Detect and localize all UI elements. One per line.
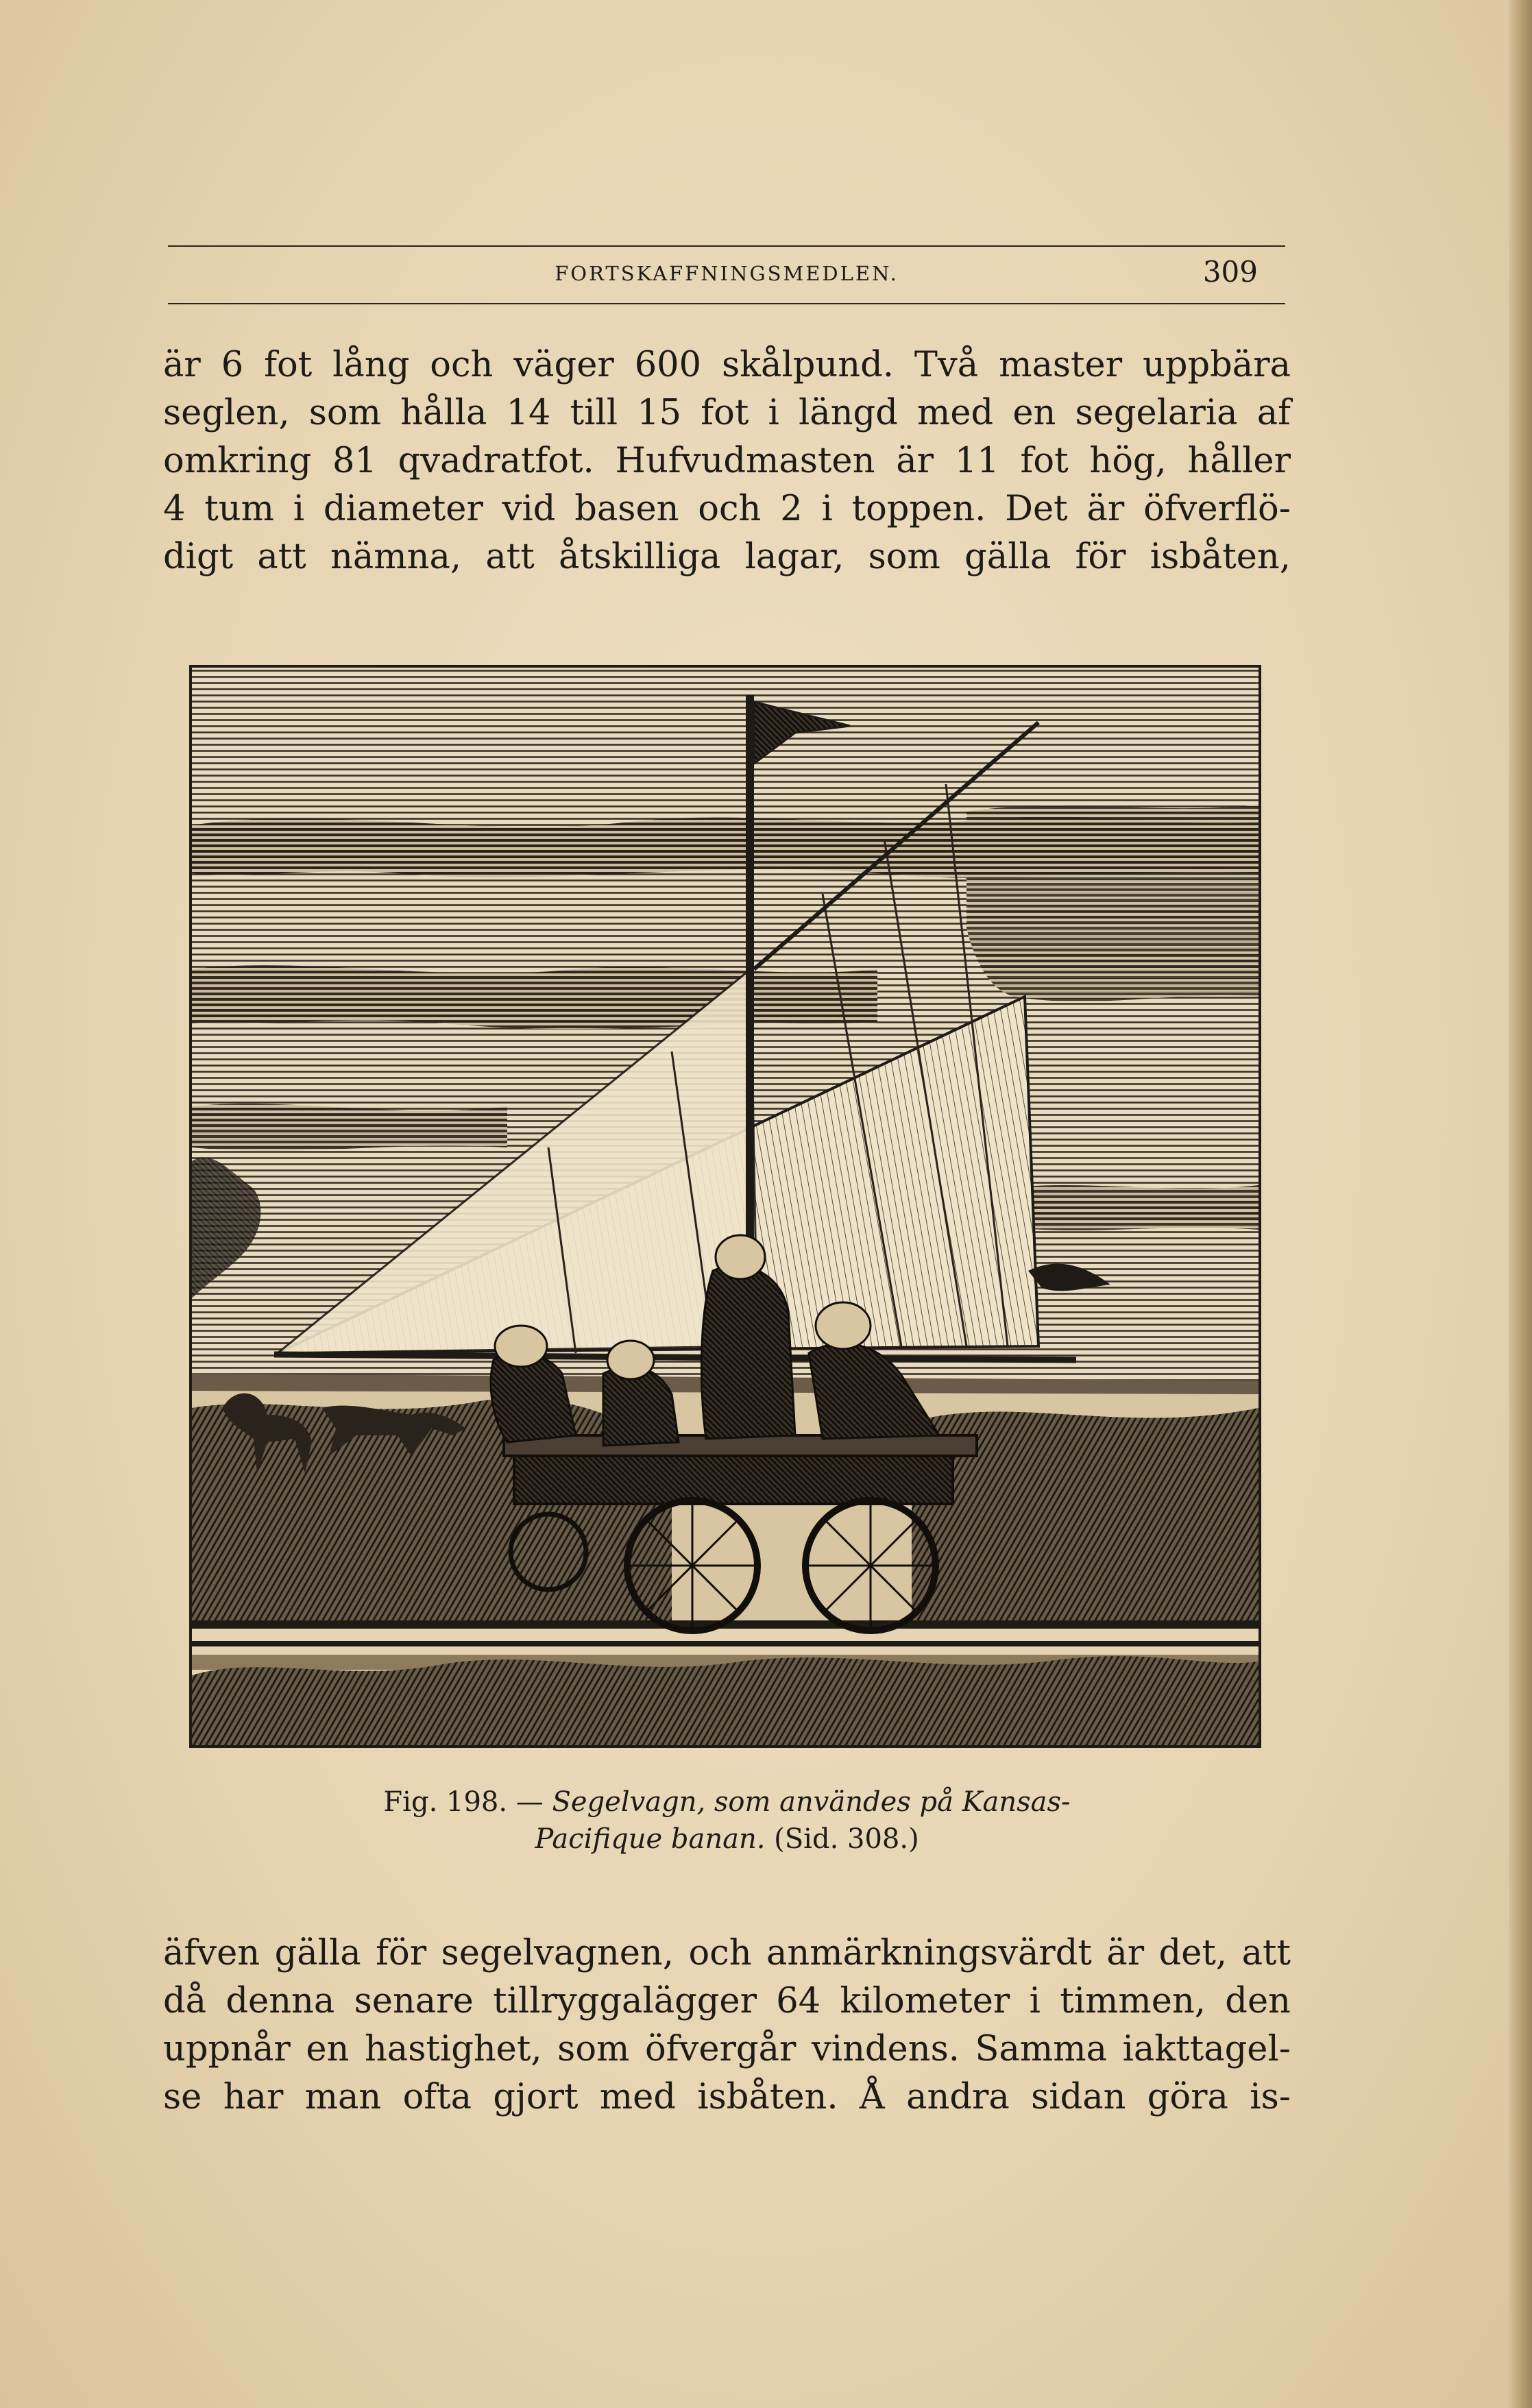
header-bottom-rule xyxy=(168,303,1285,304)
caption-line-2 xyxy=(163,1821,1291,1858)
text-line: äfven gälla för segelvagnen, och anmärkningsvärdt är det, att xyxy=(163,1933,1291,1973)
text-line: seglen, som hålla 14 till 15 fot i längd med en segelaria af xyxy=(163,393,1291,433)
body-paragraph-top xyxy=(163,341,1291,581)
header-top-rule xyxy=(168,245,1285,247)
page-number: 309 xyxy=(1202,255,1258,289)
caption-figure-number: Fig. 198. — xyxy=(383,1786,544,1818)
text-line: uppnår en hastighet, som öfvergår vindens. Samma iakttagel- xyxy=(163,2029,1291,2069)
text-line: då denna senare tillryggalägger 64 kilometer i timmen, den xyxy=(163,1981,1291,2021)
caption-title-part-2: Pacifique banan. xyxy=(535,1823,766,1855)
caption-title-part-1: Segelvagn, som användes på Kansas- xyxy=(552,1786,1071,1818)
text-line: 4 tum i diameter vid basen och 2 i toppen. Det är öfverflö- xyxy=(163,489,1291,529)
body-paragraph-bottom xyxy=(163,1930,1291,2121)
text-line: är 6 fot lång och väger 600 skålpund. Två master uppbära xyxy=(163,345,1291,385)
mast xyxy=(746,695,754,1326)
text-line: digt att nämna, att åtskilliga lagar, som gälla för isbåten, xyxy=(163,537,1291,577)
caption-line-1 xyxy=(163,1784,1291,1821)
page-edge-shadow xyxy=(1509,0,1532,2408)
text-line: se har man ofta gjort med isbåten. Å andra sidan göra is- xyxy=(163,2077,1291,2117)
figure-caption xyxy=(163,1784,1291,1858)
page-header xyxy=(168,252,1285,300)
caption-page-reference: (Sid. 308.) xyxy=(774,1823,919,1855)
text-line: omkring 81 qvadratfot. Hufvudmasten är 11 fot hög, håller xyxy=(163,441,1291,481)
running-head: FORTSKAFFNINGSMEDLEN. xyxy=(555,262,899,285)
cart-body xyxy=(514,1456,953,1504)
engraving-illustration xyxy=(189,665,1261,1748)
